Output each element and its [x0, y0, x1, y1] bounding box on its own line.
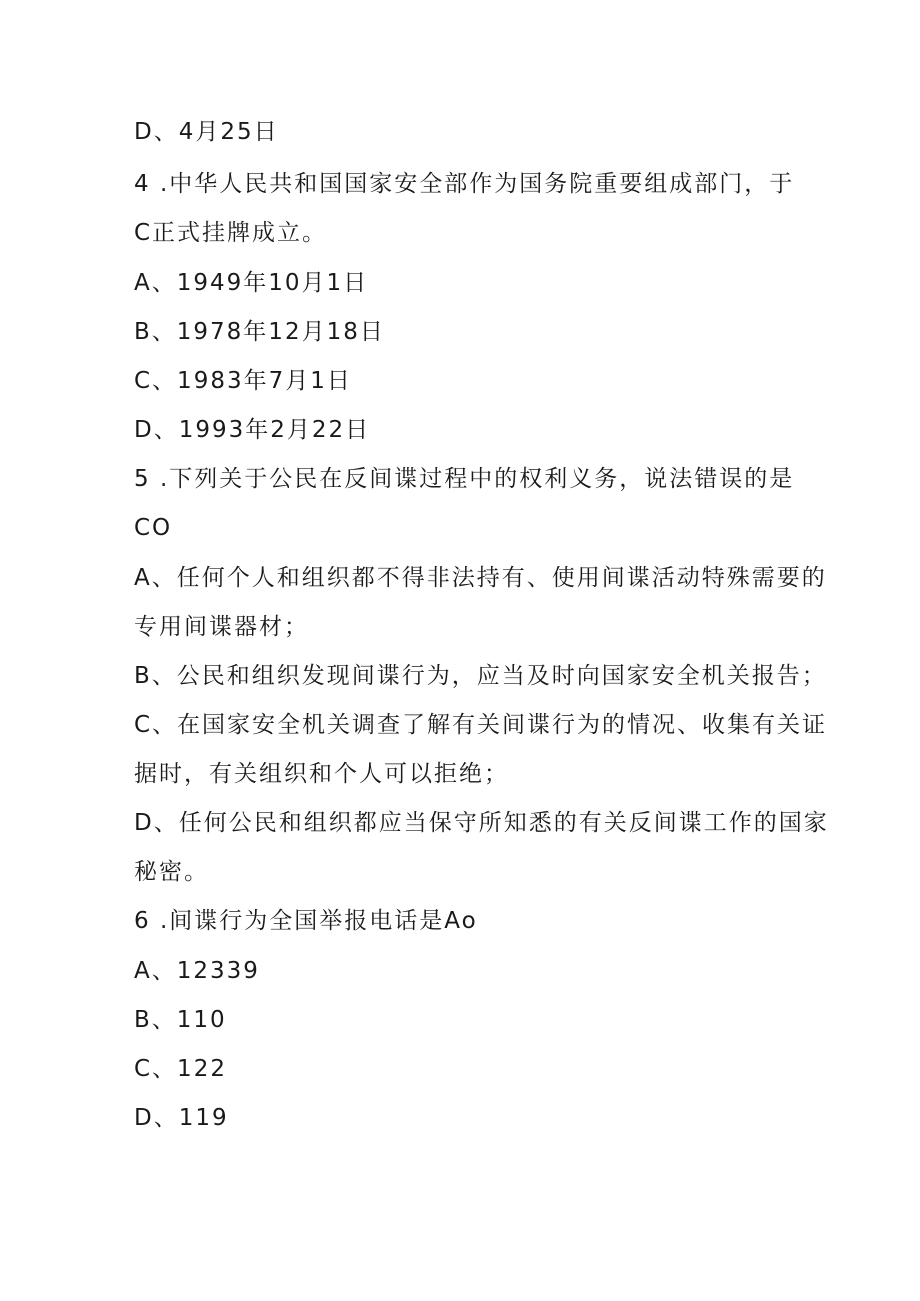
q5-option-a-line-2: 专用间谍器材；: [134, 614, 309, 640]
q4-question-line-2: C正式挂牌成立。: [134, 220, 328, 246]
q3-option-d: D、4月25日: [134, 119, 279, 145]
q5-option-d-line-2: 秘密。: [134, 859, 209, 885]
q6-question: 6 .间谍行为全国举报电话是Ao: [134, 908, 478, 934]
q5-question-line-1: 5 .下列关于公民在反间谍过程中的权利义务，说法错误的是: [134, 466, 795, 492]
q6-option-a: A、12339: [134, 958, 260, 984]
q5-question-line-2: CO: [134, 515, 173, 541]
q5-option-a-line-1: A、任何个人和组织都不得非法持有、使用间谍活动特殊需要的: [134, 565, 827, 591]
q4-option-c: C、1983年7月1日: [134, 368, 352, 394]
q6-option-b: B、110: [134, 1007, 227, 1033]
q5-option-d-line-1: D、任何公民和组织都应当保守所知悉的有关反间谍工作的国家: [134, 810, 829, 836]
q5-option-c-line-1: C、在国家安全机关调查了解有关间谍行为的情况、收集有关证: [134, 712, 828, 738]
q4-option-b: B、1978年12月18日: [134, 319, 385, 345]
q5-option-b: B、公民和组织发现间谍行为，应当及时向国家安全机关报告；: [134, 663, 827, 689]
q5-option-c-line-2: 据时，有关组织和个人可以拒绝；: [134, 761, 509, 787]
q4-option-d: D、1993年2月22日: [134, 417, 371, 443]
q6-option-d: D、119: [134, 1105, 229, 1131]
q4-option-a: A、1949年10月1日: [134, 270, 369, 296]
q4-question-line-1: 4 .中华人民共和国国家安全部作为国务院重要组成部门，于: [134, 171, 795, 197]
q6-option-c: C、122: [134, 1056, 227, 1082]
